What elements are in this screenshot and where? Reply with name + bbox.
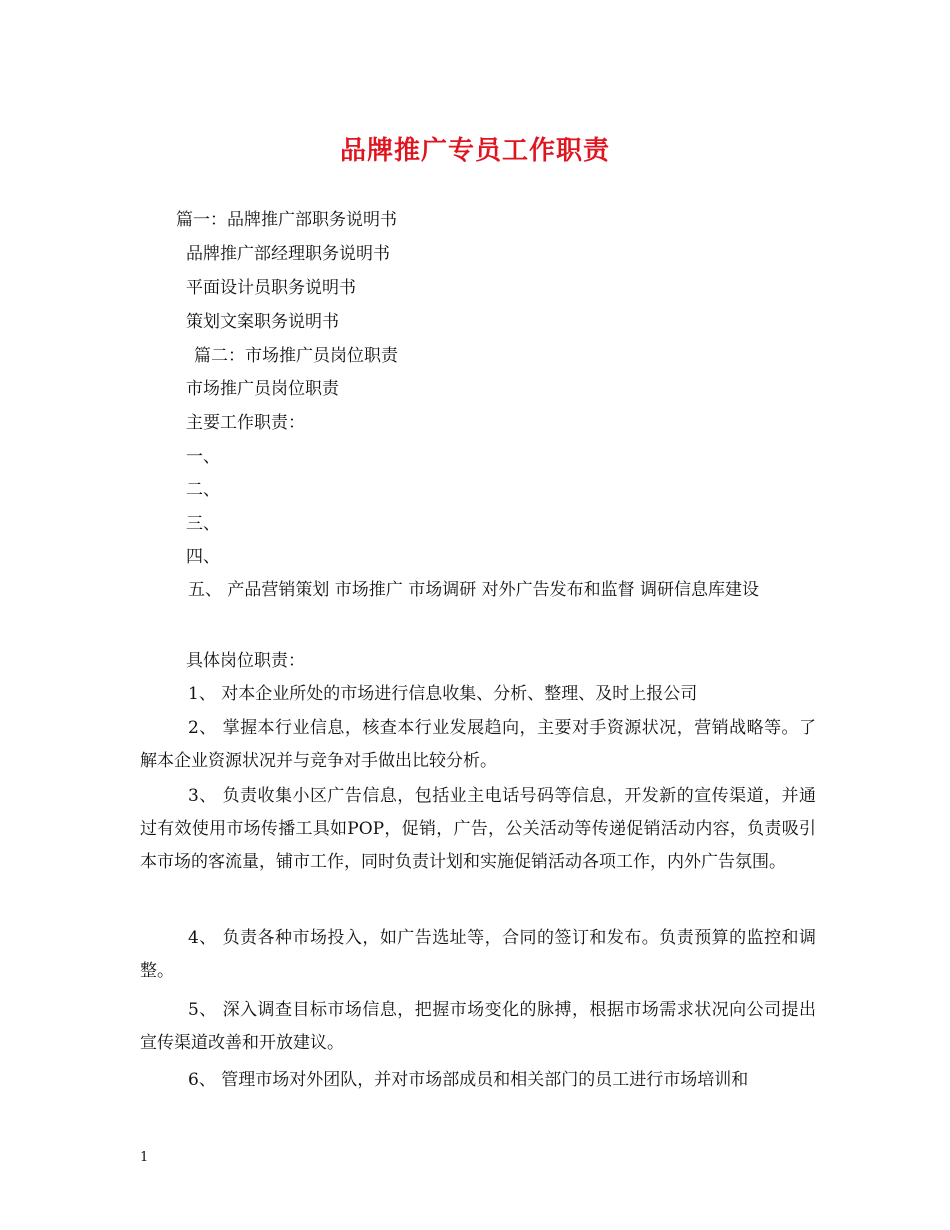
duty-paragraph: 2、 掌握本行业信息，核查本行业发展趋向，主要对手资源状况，营销战略等。了解本企业资源状况并与竞争对手做出比较分析。 [140, 718, 816, 771]
paragraph-item-five: 五、 产品营销策划 市场推广 市场调研 对外广告发布和监督 调研信息库建设 [188, 580, 760, 600]
list-item: 四、 [186, 547, 220, 567]
list-item: 一、 [186, 447, 220, 467]
duty-paragraph: 4、 负责各种市场投入，如广告选址等，合同的签订和发布。负责预算的监控和调整。 [140, 928, 816, 981]
section-heading-one: 篇一：品牌推广部职务说明书 [176, 210, 397, 230]
duty-paragraph: 5、 深入调查目标市场信息，把握市场变化的脉搏，根据市场需求状况向公司提出宣传渠道改善和开放建议。 [140, 1000, 816, 1053]
list-item: 主要工作职责： [186, 413, 305, 433]
list-item: 平面设计员职务说明书 [186, 278, 356, 298]
specific-duties-heading: 具体岗位职责： [186, 651, 305, 671]
list-item: 三、 [186, 514, 220, 534]
list-item: 品牌推广部经理职务说明书 [186, 244, 390, 264]
duty-paragraph: 6、 管理市场对外团队，并对市场部成员和相关部门的员工进行市场培训和 [188, 1070, 749, 1090]
duty-paragraph: 3、 负责收集小区广告信息，包括业主电话号码等信息，开发新的宣传渠道，并通过有效使用市场传播工具如POP，促销，广告，公关活动等传递促销活动内容，负责吸引本市场的客流量，铺市工作，同时负责计划和实施促销活动各项工作，内外广告氛围。 [140, 786, 816, 872]
section-heading-two: 篇二：市场推广员岗位职责 [194, 346, 398, 366]
document-title: 品牌推广专员工作职责 [339, 136, 610, 166]
page-number: 1 [140, 1150, 149, 1165]
duty-paragraph: 1、 对本企业所处的市场进行信息收集、分析、整理、及时上报公司 [188, 684, 698, 704]
list-item: 策划文案职务说明书 [186, 312, 339, 332]
list-item: 市场推广员岗位职责 [186, 379, 339, 399]
list-item: 二、 [186, 480, 220, 500]
